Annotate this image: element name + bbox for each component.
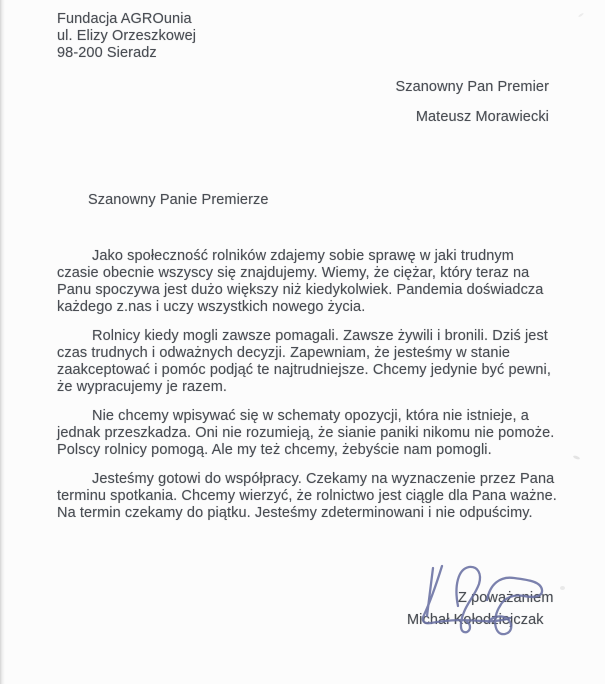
salutation: Szanowny Panie Premierze: [88, 192, 269, 208]
body-line: Polscy rolnicy pomogą. Ale my też chcemy, żebyście nam pomogli.: [57, 442, 492, 458]
paragraph: [57, 248, 563, 316]
sender-street: ul. Elizy Orzeszkowej: [57, 28, 197, 44]
paragraph: [57, 471, 563, 522]
valediction: Z poważaniem: [458, 590, 554, 606]
body-line: Jako społeczność rolników zdajemy sobie sprawę w jaki trudnym: [92, 248, 514, 264]
body-line: terminu spotkania. Chcemy wierzyć, że rolnictwo jest ciągle dla Pana ważne.: [57, 488, 557, 504]
signature-stroke: [487, 578, 542, 634]
scan-speck: [578, 12, 584, 17]
sender-city: 98-200 Sieradz: [57, 45, 157, 61]
recipient-block: [395, 79, 549, 139]
sender-address-block: [57, 11, 196, 62]
body-line: zaakceptować i pomóc podjąć te najtrudniejsze. Chcemy jedynie być pewni,: [57, 362, 552, 378]
body-line: Jesteśmy gotowi do współpracy. Czekamy na wyznaczenie przez Pana: [92, 471, 555, 487]
body-line: czasie obecnie wszyscy się znajdujemy. Wiemy, że ciężar, który teraz na: [57, 265, 530, 281]
paragraph: [57, 328, 563, 396]
body-line: Panu spoczywa jest dużo większy niż kiedykolwiek. Pandemia doświadcza: [57, 282, 544, 298]
scan-speck: [573, 455, 581, 460]
body-line: Na termin czekamy do piątku. Jesteśmy zdeterminowani i nie odpuścimy.: [57, 505, 533, 521]
body-line: Rolnicy kiedy mogli zawsze pomagali. Zawsze żywili i bronili. Dziś jest: [92, 328, 548, 344]
paragraph: [57, 408, 563, 459]
scan-edge-artifact: [0, 0, 5, 684]
letter-body: [57, 248, 563, 534]
recipient-name: Mateusz Morawiecki: [415, 109, 549, 125]
body-line: czas trudnych i odważnych decyzji. Zapewniam, że jesteśmy w stanie: [57, 345, 511, 361]
sender-org-name: Fundacja AGROunia: [57, 11, 192, 27]
handwritten-signature-icon: [400, 556, 550, 646]
signer-name: Michał Kołodziejczak: [407, 612, 544, 628]
signature-stroke: [456, 567, 480, 632]
scan-speck: [560, 586, 565, 590]
body-line: każdego z.nas i uczy wszystkich nowego życia.: [57, 299, 366, 315]
body-line: jednak przeszkadza. Oni nie rozumieją, że sianie paniki nikomu nie pomoże.: [57, 425, 555, 441]
body-line: Nie chcemy wpisywać się w schematy opozycji, która nie istnieje, a: [92, 408, 529, 424]
body-line: że wypracujemy je razem.: [57, 379, 228, 395]
recipient-title: Szanowny Pan Premier: [395, 79, 549, 95]
